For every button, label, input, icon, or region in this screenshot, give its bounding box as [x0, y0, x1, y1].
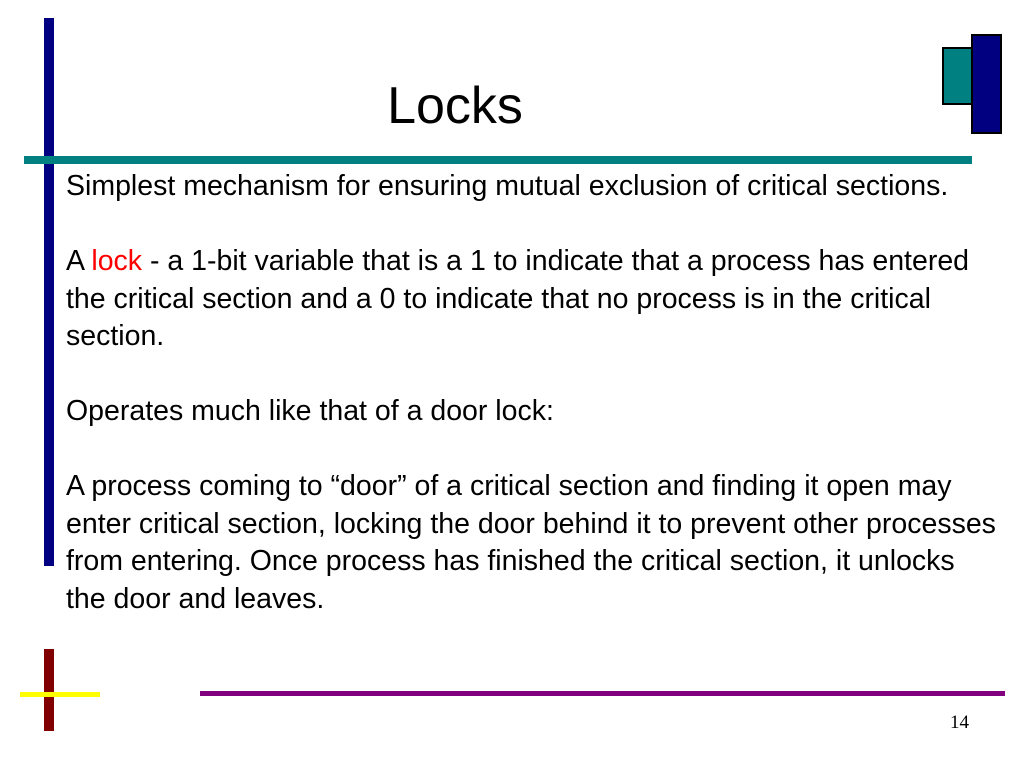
paragraph-spacer [66, 431, 996, 469]
bottom-purple-rule [200, 691, 1005, 696]
paragraph-definition: Simplest mechanism for ensuring mutual exclusion of critical sections. [66, 170, 949, 202]
slide-body [66, 168, 996, 618]
lock-description: - a 1-bit variable that is a 1 to indicate that a process has entered the critical section and a 0 to indicate that no process is in the critical section. [66, 245, 970, 352]
paragraph-lock-definition [66, 243, 996, 356]
page-number: 14 [950, 712, 969, 733]
bottom-left-maroon-bar [44, 649, 54, 731]
slide-title: Locks [387, 77, 523, 135]
title-divider-rule [24, 156, 972, 164]
paragraph-door-analogy: Operates much like that of a door lock: [66, 395, 554, 427]
paragraph-spacer [66, 356, 996, 394]
paragraph-door-description: A process coming to “door” of a critical section and finding it open may enter critical section, locking the door behind it to prevent other processes from entering. Once process has finished the critical section, it unlocks the door and leaves. [66, 470, 996, 615]
bottom-yellow-rule [20, 692, 100, 697]
lock-prefix: A [66, 245, 92, 277]
decorative-navy-bar [971, 34, 1002, 134]
paragraph-spacer [66, 206, 996, 244]
lock-term: lock [91, 245, 143, 277]
